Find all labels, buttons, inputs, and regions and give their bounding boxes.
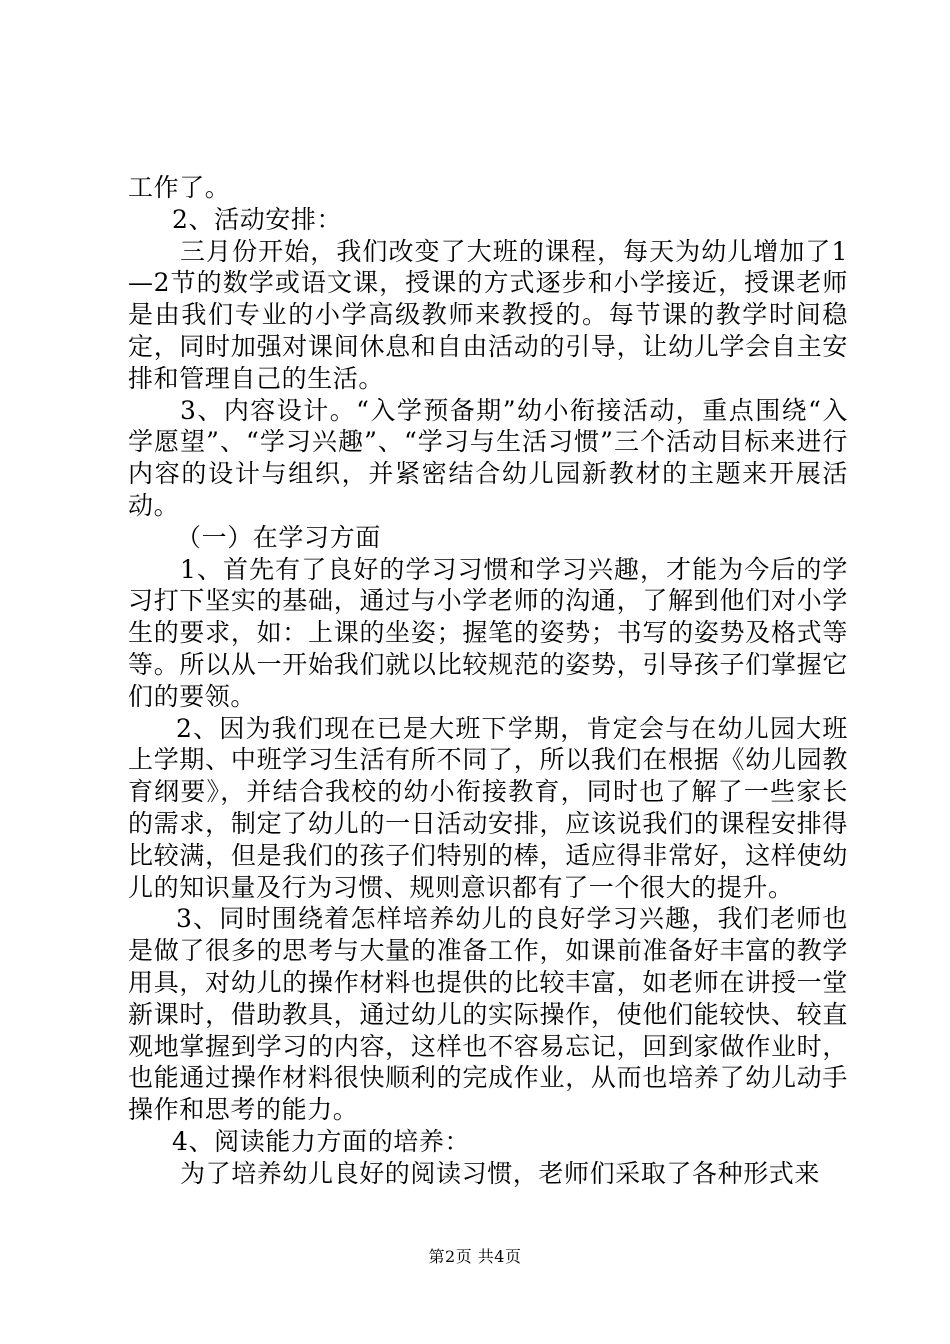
- paragraph-7: 2、因为我们现在已是大班下学期，肯定会与在幼儿园大班上学期、中班学习生活有所不同了，所以我们在根据《幼儿园教育纲要》，并结合我校的幼小衔接教育，同时也了解了一些家长的需求，制定了幼儿的一日活动安排，应该说我们的课程安排得比较满，但是我们的孩子们特别的棒，适应得非常好，这样使幼儿的知识量及行为习惯、规则意识都有了一个很大的提升。: [128, 713, 848, 902]
- page-footer: [0, 1244, 950, 1267]
- paragraph-4: 3、内容设计。“入学预备期”幼小衔接活动，重点围绕“入学愿望”、“学习兴趣”、“学习与生活习惯”三个活动目标来进行内容的设计与组织，并紧密结合幼儿园新教材的主题来开展活动。: [128, 395, 848, 520]
- paragraph-1: 工作了。: [128, 173, 231, 202]
- paragraph-5: （一）在学习方面: [176, 522, 381, 552]
- paragraph-2: 2、活动安排：: [172, 204, 343, 234]
- paragraph-8: 3、同时围绕着怎样培养幼儿的良好学习兴趣，我们老师也是做了很多的思考与大量的准备工作，如课前准备好丰富的教学用具，对幼儿的操作材料也提供的比较丰富，如老师在讲授一堂新课时，借助教具，通过幼儿的实际操作，使他们能较快、较直观地掌握到学习的内容，这样也不容易忘记，回到家做作业时，也能通过操作材料很快顺利的完成作业，从而也培养了幼儿动手操作和思考的能力。: [128, 904, 848, 1125]
- paragraph-10: 为了培养幼儿良好的阅读习惯，老师们采取了各种形式来: [180, 1158, 821, 1188]
- paragraph-9: 4、阅读能力方面的培养：: [172, 1126, 471, 1156]
- paragraph-6: 1、首先有了良好的学习习惯和学习兴趣，才能为今后的学习打下坚实的基础，通过与小学老师的沟通，了解到他们对小学生的要求，如：上课的坐姿；握笔的姿势；书写的姿势及格式等等。所以从一开始我们就以比较规范的姿势，引导孩子们掌握它们的要领。: [128, 554, 848, 711]
- page-number-label: 第2页 共4页: [428, 1247, 522, 1266]
- document-body: [128, 172, 848, 1190]
- paragraph-3: 三月份开始，我们改变了大班的课程，每天为幼儿增加了1—2节的数学或语文课，授课的方式逐步和小学接近，授课老师是由我们专业的小学高级教师来教授的。每节课的教学时间稳定，同时加强对课间休息和自由活动的引导，让幼儿学会自主安排和管理自己的生活。: [128, 236, 848, 393]
